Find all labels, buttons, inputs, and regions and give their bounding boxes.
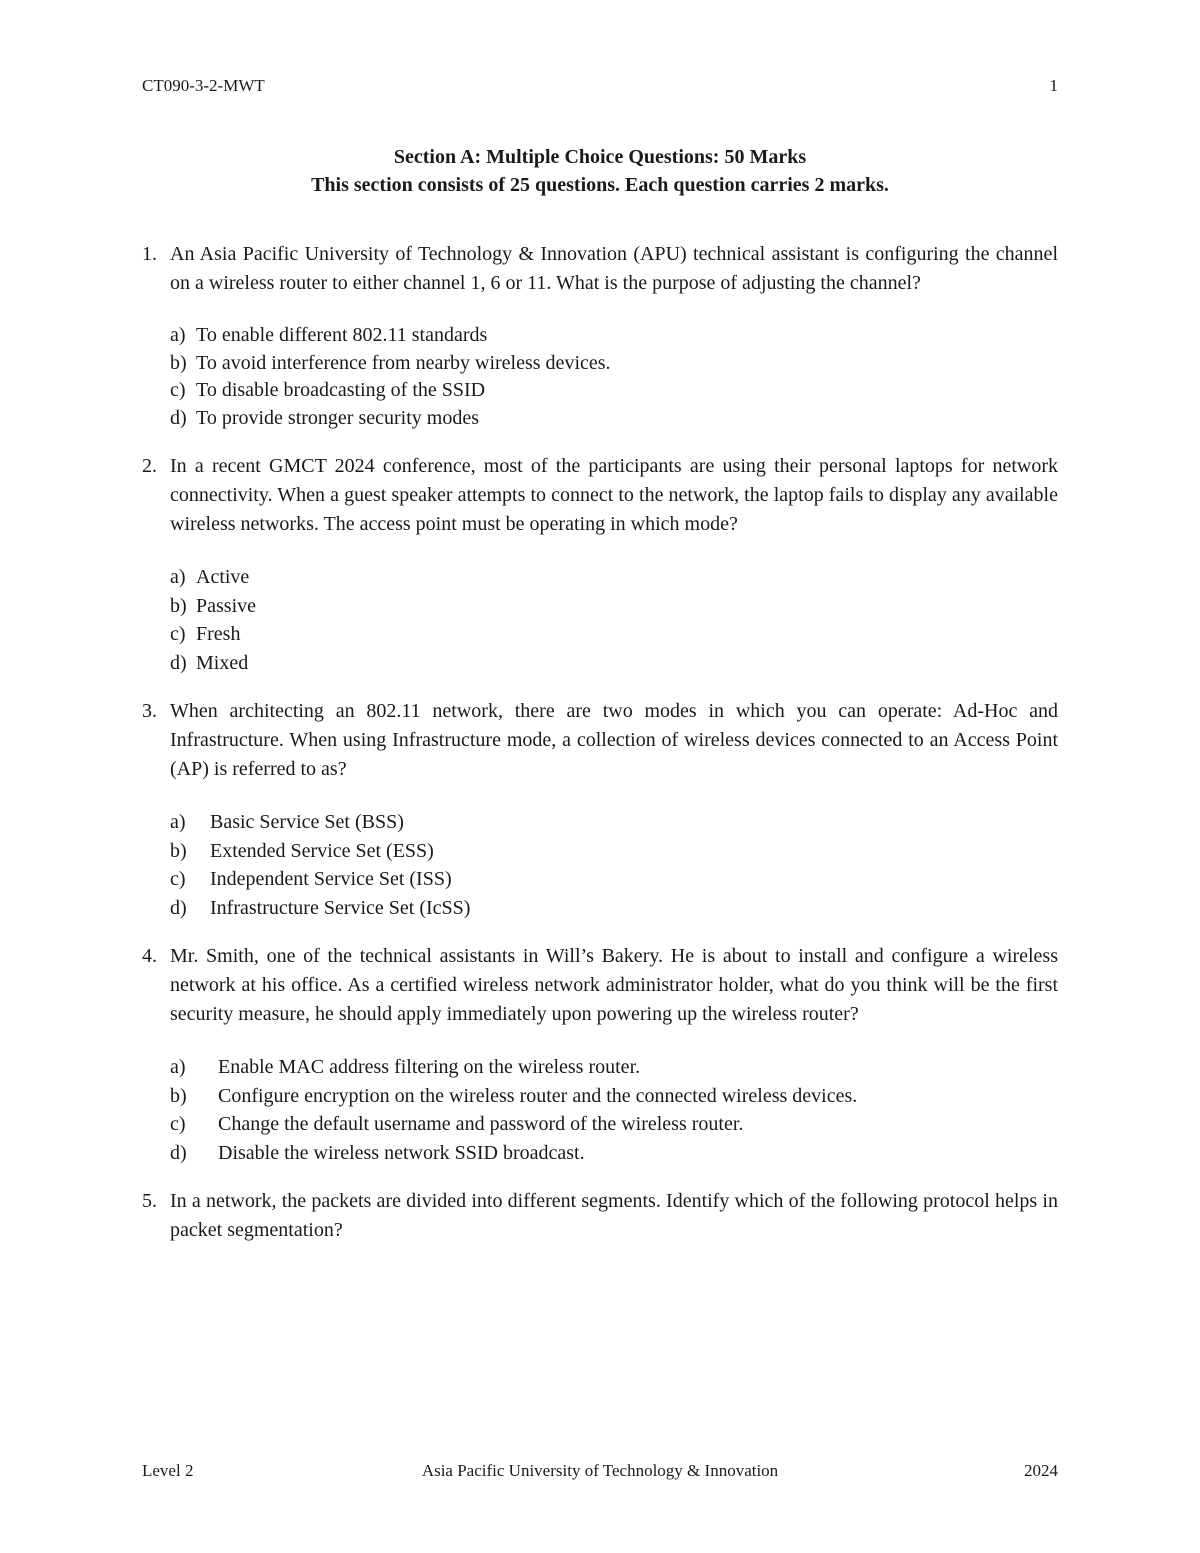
question-number: 4. bbox=[142, 945, 157, 967]
question-list bbox=[142, 240, 1058, 1265]
option-text: Enable MAC address filtering on the wireless router. bbox=[218, 1056, 641, 1078]
option-label: d) bbox=[170, 896, 187, 919]
option-text: Disable the wireless network SSID broadcast. bbox=[218, 1141, 585, 1164]
question-text: When architecting an 802.11 network, there are two modes in which you can operate: Ad-Hoc and Infrastructure. When using Infrastructure mode, a collection of wireless devices connected to an Access Point (AP) is referred to as? bbox=[170, 700, 1058, 780]
option-label: d) bbox=[170, 406, 187, 429]
option-text: Infrastructure Service Set (IcSS) bbox=[210, 896, 471, 919]
footer-level: Level 2 bbox=[142, 1461, 194, 1480]
option-label: b) bbox=[170, 1084, 187, 1107]
option-b[interactable] bbox=[170, 837, 1058, 866]
option-label: a) bbox=[170, 566, 186, 588]
page-number: 1 bbox=[1049, 76, 1058, 95]
question-text: Mr. Smith, one of the technical assistants in Will’s Bakery. He is about to install and configure a wireless network at his office. As a certified wireless network administrator holder, what do you think will be the first security measure, he should apply immediately upon powering up the wireless router? bbox=[170, 945, 1058, 1025]
question-number: 1. bbox=[142, 243, 157, 265]
option-text: Independent Service Set (ISS) bbox=[210, 868, 452, 890]
option-label: b) bbox=[170, 351, 187, 374]
question-3 bbox=[142, 697, 1058, 922]
option-text: To avoid interference from nearby wireless devices. bbox=[196, 351, 611, 374]
option-text: To enable different 802.11 standards bbox=[196, 324, 488, 346]
option-label: c) bbox=[170, 868, 186, 890]
option-d[interactable] bbox=[170, 894, 1058, 923]
option-d[interactable] bbox=[170, 1139, 1058, 1168]
option-text: Fresh bbox=[196, 623, 241, 645]
option-a[interactable] bbox=[170, 1053, 1058, 1082]
section-heading bbox=[142, 143, 1058, 199]
option-a[interactable] bbox=[170, 808, 1058, 837]
option-a[interactable] bbox=[170, 322, 1058, 350]
option-text: Active bbox=[196, 566, 250, 588]
option-label: c) bbox=[170, 623, 186, 645]
question-text: An Asia Pacific University of Technology & Innovation (APU) technical assistant is configuring the channel on a wireless router to either channel 1, 6 or 11. What is the purpose of adjusting the channel? bbox=[170, 243, 1058, 294]
option-text: Configure encryption on the wireless router and the connected wireless devices. bbox=[218, 1084, 858, 1107]
option-list bbox=[170, 563, 1058, 677]
option-d[interactable] bbox=[170, 405, 1058, 433]
option-label: c) bbox=[170, 379, 186, 401]
question-5 bbox=[142, 1187, 1058, 1245]
option-b[interactable] bbox=[170, 350, 1058, 378]
footer-year: 2024 bbox=[1024, 1461, 1058, 1480]
footer-institution: Asia Pacific University of Technology & Innovation bbox=[421, 1461, 779, 1480]
section-subtitle: This section consists of 25 questions. Each question carries 2 marks. bbox=[311, 174, 889, 196]
option-label: d) bbox=[170, 651, 187, 674]
question-text: In a network, the packets are divided into different segments. Identify which of the following protocol helps in packet segmentation? bbox=[170, 1190, 1058, 1241]
option-list bbox=[170, 322, 1058, 432]
question-number: 5. bbox=[142, 1190, 157, 1212]
question-text: In a recent GMCT 2024 conference, most of the participants are using their personal laptops for network connectivity. When a guest speaker attempts to connect to the network, the laptop fails to display any available wireless networks. The access point must be operating in which mode? bbox=[170, 455, 1058, 535]
option-text: Basic Service Set (BSS) bbox=[210, 811, 404, 833]
option-b[interactable] bbox=[170, 592, 1058, 621]
option-label: c) bbox=[170, 1113, 186, 1135]
option-label: a) bbox=[170, 811, 186, 833]
option-c[interactable] bbox=[170, 865, 1058, 894]
course-code: CT090-3-2-MWT bbox=[142, 76, 265, 95]
option-c[interactable] bbox=[170, 1110, 1058, 1139]
option-text: Change the default username and password of the wireless router. bbox=[218, 1113, 744, 1135]
question-4 bbox=[142, 942, 1058, 1167]
option-c[interactable] bbox=[170, 620, 1058, 649]
option-label: d) bbox=[170, 1141, 187, 1164]
option-a[interactable] bbox=[170, 563, 1058, 592]
question-number: 2. bbox=[142, 455, 157, 477]
option-text: To provide stronger security modes bbox=[196, 406, 479, 429]
option-label: b) bbox=[170, 594, 187, 617]
option-d[interactable] bbox=[170, 649, 1058, 678]
option-c[interactable] bbox=[170, 377, 1058, 405]
option-label: b) bbox=[170, 839, 187, 862]
option-list bbox=[170, 808, 1058, 922]
option-text: Extended Service Set (ESS) bbox=[210, 839, 434, 862]
question-number: 3. bbox=[142, 700, 157, 722]
option-text: Mixed bbox=[196, 651, 249, 674]
option-text: Passive bbox=[196, 594, 256, 617]
question-2 bbox=[142, 452, 1058, 677]
section-title: Section A: Multiple Choice Questions: 50 Marks bbox=[393, 146, 807, 168]
option-list bbox=[170, 1053, 1058, 1167]
option-label: a) bbox=[170, 324, 186, 346]
option-label: a) bbox=[170, 1056, 186, 1078]
option-b[interactable] bbox=[170, 1082, 1058, 1111]
option-text: To disable broadcasting of the SSID bbox=[196, 379, 486, 401]
question-1 bbox=[142, 240, 1058, 432]
